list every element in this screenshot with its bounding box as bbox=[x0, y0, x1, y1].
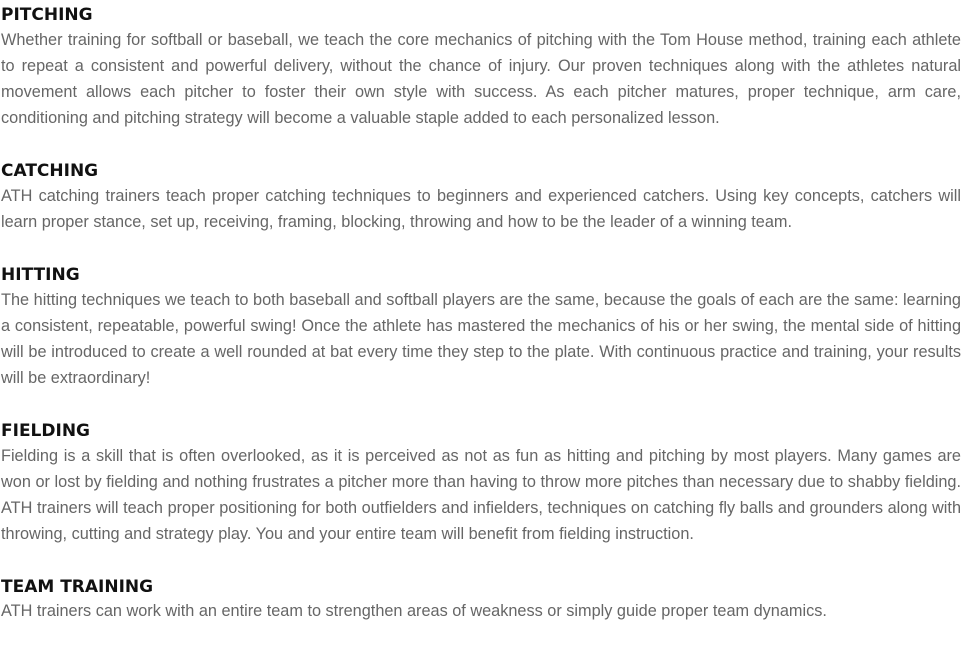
section-title: FIELDING bbox=[1, 421, 91, 441]
section-body: ATH catching trainers teach proper catching techniques to beginners and experienced catchers. Using key concepts, catchers will learn proper stance, set up, receiving, framing, blocking, throwing and how to be the leader of a winning team. bbox=[1, 187, 961, 231]
section-body: ATH trainers can work with an entire team to strengthen areas of weakness or simply guide proper team dynamics. bbox=[1, 602, 827, 620]
section-title: PITCHING bbox=[1, 5, 93, 25]
section-body: The hitting techniques we teach to both baseball and softball players are the same, because the goals of each are the same: learning a consistent, repeatable, powerful swing! Once the athlete has mastered the mechanics of his or her swing, the mental side of hitting will be introduced to create a well rounded at bat every time they step to the plate. With continuous practice and training, your results will be extraordinary! bbox=[1, 291, 961, 387]
section-title: CATCHING bbox=[1, 161, 99, 181]
pitching-section bbox=[1, 0, 961, 131]
section-title: HITTING bbox=[1, 265, 80, 285]
fielding-section bbox=[1, 416, 961, 547]
team-training-section bbox=[1, 572, 961, 624]
section-body: Whether training for softball or baseball, we teach the core mechanics of pitching with the Tom House method, training each athlete to repeat a consistent and powerful delivery, without the chance of injury. Our proven techniques along with the athletes natural movement allows each pitcher to foster their own style with success. As each pitcher matures, proper technique, arm care, conditioning and pitching strategy will become a valuable staple added to each personalized lesson. bbox=[1, 31, 961, 127]
catching-section bbox=[1, 156, 961, 235]
section-title: TEAM TRAINING bbox=[1, 577, 154, 597]
section-body: Fielding is a skill that is often overlooked, as it is perceived as not as fun as hitting and pitching by most players. Many games are won or lost by fielding and nothing frustrates a pitcher more than having to throw more pitches than necessary due to shabby fielding. ATH trainers will teach proper positioning for both outfielders and infielders, techniques on catching fly balls and grounders along with throwing, cutting and strategy play. You and your entire team will benefit from fielding instruction. bbox=[1, 447, 961, 543]
training-services-content bbox=[1, 0, 961, 624]
hitting-section bbox=[1, 260, 961, 391]
